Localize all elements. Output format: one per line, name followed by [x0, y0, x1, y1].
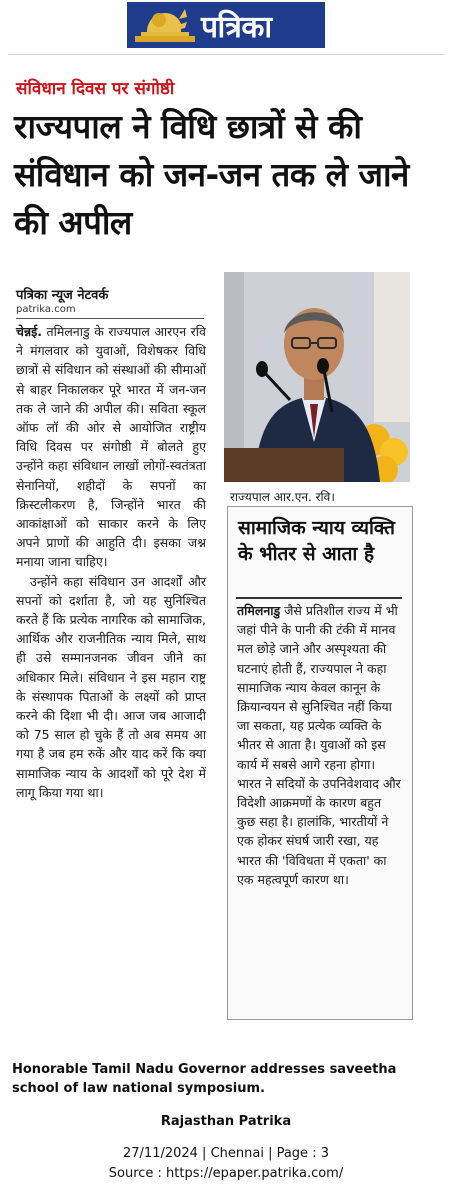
sidebar-text: जैसे प्रतिशील राज्य में भी जहां पीने के पानी की टंकी में मानव मल छोड़े जाने और अस्पृश्यता की घटनाएं होती हैं, राज्यपाल ने कहा सामाजिक न्याय केवल कानून के क्रियान्वयन से सुनिश्चित नहीं किया जा सकता, यह प्रत्येक व्यक्ति के भीतर से आता है। युवाओं को इस कार्य में सबसे आगे रहना होगा। भारत ने सदियों के उपनिवेशवाद और विदेशी आक्रमणों के कारण बहुत कुछ सहा है। हालांकि, भारतीयों ने एक होकर संघर्ष जारी रखा, यह भारत की 'विविधता में एकता' का एक महत्वपूर्ण कारण था। [237, 603, 401, 887]
publication-name: Rajasthan Patrika [160, 1114, 292, 1129]
sidebar-heading: सामाजिक न्याय व्यक्ति के भीतर से आता है [238, 517, 395, 565]
photo-caption: राज्यपाल आर.एन. रवि। [230, 490, 335, 504]
english-caption: Honorable Tamil Nadu Governor addresses saveetha school of law national symposium. [12, 1062, 397, 1096]
article-paragraph-1 [16, 322, 206, 572]
article-website: patrika.com [16, 304, 76, 315]
article-headline: राज्यपाल ने विधि छात्रों से की संविधान को जन-जन तक ले जाने की अपील [14, 107, 409, 242]
sidebar-paragraph [237, 601, 403, 889]
governor-photo-illustration [224, 272, 410, 482]
article-dateline: चेन्नई. [16, 324, 42, 339]
masthead [127, 2, 325, 48]
source-link[interactable]: Source : https://epaper.patrika.com/ [108, 1166, 344, 1181]
masthead-title: पत्रिका [201, 9, 272, 45]
sidebar-lead: तमिलनाडु [237, 603, 281, 618]
sidebar-box [227, 506, 413, 1020]
article-paragraph-2: उन्होंने कहा संविधान उन आदर्शों और सपनों को दर्शाता है, जो यह सुनिश्चित करते हैं कि प्रत्येक नागरिक को सामाजिक, आर्थिक और राजनीतिक न्याय मिले, साथ ही उसे सम्मानजनक जीवन जीने का अधिकार मिले। संविधान ने इस महान राष्ट्र के संस्थापक पिताओं के लक्ष्यों को प्राप्त करने की दिशा भी दी। आज जब आजादी को 75 साल हो चुके हैं तो अब समय आ गया है जब हम रुकें और याद करें कि क्या सामाजिक न्याय के आदर्शों को पूरे देश में लागू किया गया था। [16, 573, 206, 800]
sidebar-body [237, 601, 403, 889]
publication-date-line: 27/11/2024 | Chennai | Page : 3 [123, 1146, 329, 1161]
article-paragraph-1-text: तमिलनाडु के राज्यपाल आरएन रवि ने मंगलवार को युवाओं, विशेषकर विधि छात्रों से संविधान को संस्थाओं की सीमाओं से बाहर निकालकर पूरे भारत में जन-जन तक ले जाने की अपील की। सविता स्कूल ऑफ लॉ की ओर से आयोजित राष्ट्रीय विधि दिवस पर संगोष्ठी में बोलते हुए उन्होंने कहा संविधान लाखों लोगों-स्वतंत्रता सेनानियों, शहीदों के सपनों का क्रिस्टलीकरण है, जिन्होंने भारत की आकांक्षाओं को साकार करने के लिए अपने प्राणों की आहुति दी। इसका जश्न मनाया जाना चाहिए। [16, 324, 206, 570]
article-body [16, 322, 206, 802]
byline-divider [16, 318, 204, 319]
article-byline: पत्रिका न्यूज नेटवर्क [16, 288, 109, 303]
article-kicker: संविधान दिवस पर संगोष्ठी [16, 79, 175, 99]
top-divider [8, 54, 444, 55]
governor-photo [224, 272, 410, 482]
lion-emblem-icon [133, 5, 197, 45]
sidebar-divider [236, 597, 402, 599]
